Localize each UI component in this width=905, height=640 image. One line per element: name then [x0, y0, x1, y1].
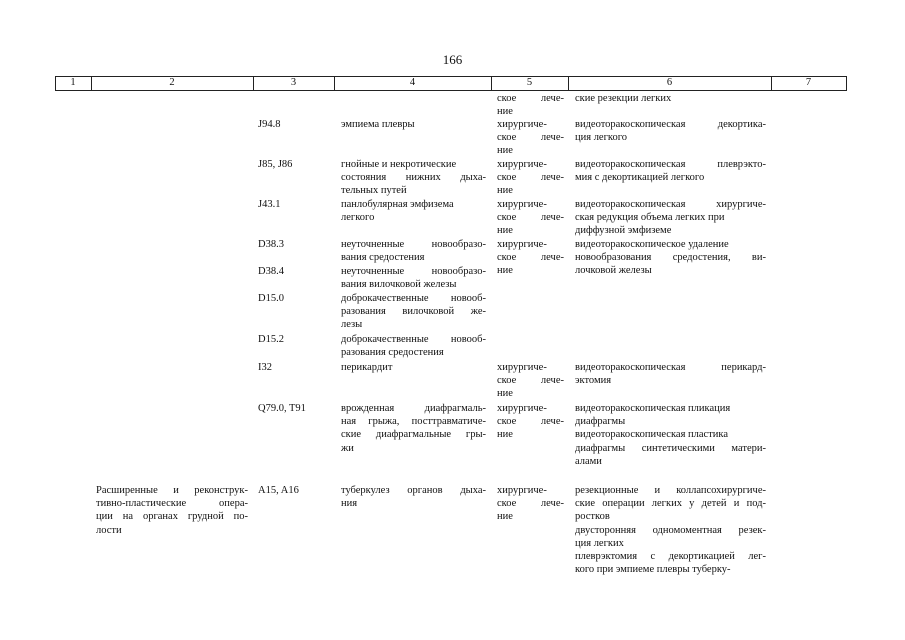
cell-text-line: ние: [497, 225, 513, 237]
cell-text-line: ние: [497, 185, 513, 197]
cell-text-line: перикардит: [341, 362, 393, 373]
cell-text-line: двусторонняя одномоментная резек-: [575, 524, 766, 536]
table-cell-col-4: [341, 198, 486, 224]
header-col-3: 3: [290, 77, 297, 88]
cell-text-line: вания вилочковой железы: [341, 279, 457, 291]
cell-text-line: плеврэктомия с декортикацией лег-: [575, 551, 766, 563]
table-cell-col-6: [575, 361, 766, 387]
cell-text-line: туберкулез органов дыха-: [341, 485, 486, 496]
cell-text-line: жи: [341, 442, 354, 454]
table-cell-col-5: [497, 484, 564, 524]
header-col-6: 6: [666, 77, 673, 88]
table-cell-col-4: [341, 158, 486, 198]
cell-text-line: врожденная диафрагмаль-: [341, 403, 486, 414]
cell-text-line: ние: [497, 106, 513, 118]
cell-text-line: ское лече-: [497, 172, 564, 184]
cell-text-line: диафрагмы синтетическими матери-: [575, 442, 766, 454]
table-cell-col-6: [575, 92, 766, 105]
cell-text-line: алами: [575, 455, 602, 467]
cell-text-line: ние: [497, 388, 513, 400]
cell-text-line: ское лече-: [497, 252, 564, 264]
table-cell-col-5: [497, 158, 564, 198]
cell-text-line: неуточненные новообразо-: [341, 239, 486, 250]
table-cell-col-4: [341, 402, 486, 455]
cell-text-line: ское лече-: [497, 498, 564, 510]
table-cell-col-4: [341, 333, 486, 359]
cell-text-line: хирургиче-: [497, 119, 547, 130]
cell-text-line: хирургиче-: [497, 239, 547, 250]
cell-text-line: хирургиче-: [497, 362, 547, 373]
cell-text-line: эктомия: [575, 375, 612, 387]
cell-text-line: ская редукция объема легких при: [575, 212, 725, 224]
cell-text-line: ское лече-: [497, 93, 564, 104]
table-cell-col-5: [497, 198, 564, 238]
cell-text-line: доброкачественные новооб-: [341, 293, 486, 304]
table-cell-col-2: [96, 484, 248, 537]
cell-text-line: доброкачественные новооб-: [341, 334, 486, 345]
page-number: 166: [442, 52, 463, 67]
table-cell-col-3: J43.1: [258, 199, 281, 210]
column-divider: [846, 76, 847, 90]
cell-text-line: ское лече-: [497, 132, 564, 144]
cell-text-line: мия с декортикацией легкого: [575, 172, 705, 184]
cell-text-line: неуточненные новообразо-: [341, 266, 486, 277]
cell-text-line: легкого: [341, 212, 375, 224]
cell-text-line: видеоторакоскопическая хирургиче-: [575, 199, 766, 210]
cell-text-line: ция легкого: [575, 132, 628, 144]
cell-text-line: кого при эмпиеме плевры туберку-: [575, 564, 731, 576]
table-cell-col-3: A15, A16: [258, 485, 299, 496]
table-cell-col-5: [497, 92, 564, 118]
cell-text-line: ная грыжа, посттравматиче-: [341, 416, 486, 428]
table-cell-col-3: J94.8: [258, 119, 281, 130]
cell-text-line: новообразования средостения, ви-: [575, 252, 766, 264]
table-cell-col-3: D15.2: [258, 334, 284, 345]
cell-text-line: ское лече-: [497, 416, 564, 428]
table-header-bottom-border: [55, 90, 847, 91]
cell-text-line: Расширенные и реконструк-: [96, 485, 248, 496]
cell-text-line: ция легких: [575, 537, 624, 549]
table-cell-col-3: D15.0: [258, 293, 284, 304]
cell-text-line: ское лече-: [497, 375, 564, 387]
cell-text-line: вания средостения: [341, 252, 425, 264]
cell-text-line: хирургиче-: [497, 403, 547, 414]
cell-text-line: видеоторакоскопическое удаление: [575, 239, 729, 250]
cell-text-line: разования средостения: [341, 347, 444, 359]
header-col-7: 7: [805, 77, 812, 88]
cell-text-line: ния: [341, 498, 358, 510]
table-cell-col-6: [575, 484, 766, 576]
cell-text-line: ские диафрагмальные гры-: [341, 429, 486, 441]
cell-text-line: ские операции легких у детей и под-: [575, 498, 766, 510]
cell-text-line: ние: [497, 511, 513, 523]
table-cell-col-6: [575, 118, 766, 144]
cell-text-line: диафрагмы: [575, 416, 626, 428]
cell-text-line: разования вилочковой же-: [341, 306, 486, 318]
cell-text-line: видеоторакоскопическая плеврэкто-: [575, 159, 766, 170]
table-cell-col-4: [341, 265, 486, 291]
cell-text-line: ское лече-: [497, 212, 564, 224]
header-col-2: 2: [169, 77, 175, 88]
header-col-5: 5: [526, 77, 533, 88]
cell-text-line: тивно-пластические опера-: [96, 498, 248, 510]
table-cell-col-5: [497, 238, 564, 278]
cell-text-line: эмпиема плевры: [341, 119, 415, 130]
table-cell-col-4: [341, 118, 486, 131]
cell-text-line: видеоторакоскопическая пластика: [575, 429, 729, 441]
cell-text-line: резекционные и коллапсохирургиче-: [575, 485, 766, 496]
header-col-1: 1: [70, 77, 76, 88]
cell-text-line: диффузной эмфиземе: [575, 225, 672, 237]
table-cell-col-3: J85, J86: [258, 159, 293, 170]
table-cell-col-3: I32: [258, 362, 272, 373]
cell-text-line: хирургиче-: [497, 199, 547, 210]
cell-text-line: состояния нижних дыха-: [341, 172, 486, 184]
cell-text-line: гнойные и некротические: [341, 159, 457, 170]
cell-text-line: ростков: [575, 511, 610, 523]
table-cell-col-6: [575, 402, 766, 468]
cell-text-line: тельных путей: [341, 185, 407, 197]
cell-text-line: видеоторакоскопическая декортика-: [575, 119, 766, 130]
cell-text-line: хирургиче-: [497, 159, 547, 170]
table-cell-col-5: [497, 402, 564, 442]
header-col-4: 4: [409, 77, 416, 88]
cell-text-line: панлобулярная эмфизема: [341, 199, 454, 210]
cell-text-line: видеоторакоскопическая пликация: [575, 403, 731, 414]
cell-text-line: лезы: [341, 319, 363, 331]
table-cell-col-3: D38.4: [258, 266, 284, 277]
cell-text-line: ние: [497, 265, 513, 277]
table-cell-col-4: [341, 484, 486, 510]
cell-text-line: видеоторакоскопическая перикард-: [575, 362, 766, 373]
cell-text-line: ние: [497, 145, 513, 157]
cell-text-line: ции на органах грудной по-: [96, 511, 248, 523]
cell-text-line: ские резекции легких: [575, 93, 672, 104]
cell-text-line: ние: [497, 429, 513, 441]
table-cell-col-4: [341, 238, 486, 264]
cell-text-line: хирургиче-: [497, 485, 547, 496]
cell-text-line: лости: [96, 524, 122, 536]
table-cell-col-3: Q79.0, T91: [258, 403, 306, 414]
table-cell-col-3: D38.3: [258, 239, 284, 250]
table-cell-col-6: [575, 238, 766, 278]
table-cell-col-6: [575, 198, 766, 238]
cell-text-line: лочковой железы: [575, 265, 652, 277]
table-cell-col-5: [497, 361, 564, 401]
table-cell-col-5: [497, 118, 564, 158]
table-cell-col-6: [575, 158, 766, 184]
table-cell-col-4: [341, 292, 486, 332]
table-cell-col-4: [341, 361, 486, 374]
